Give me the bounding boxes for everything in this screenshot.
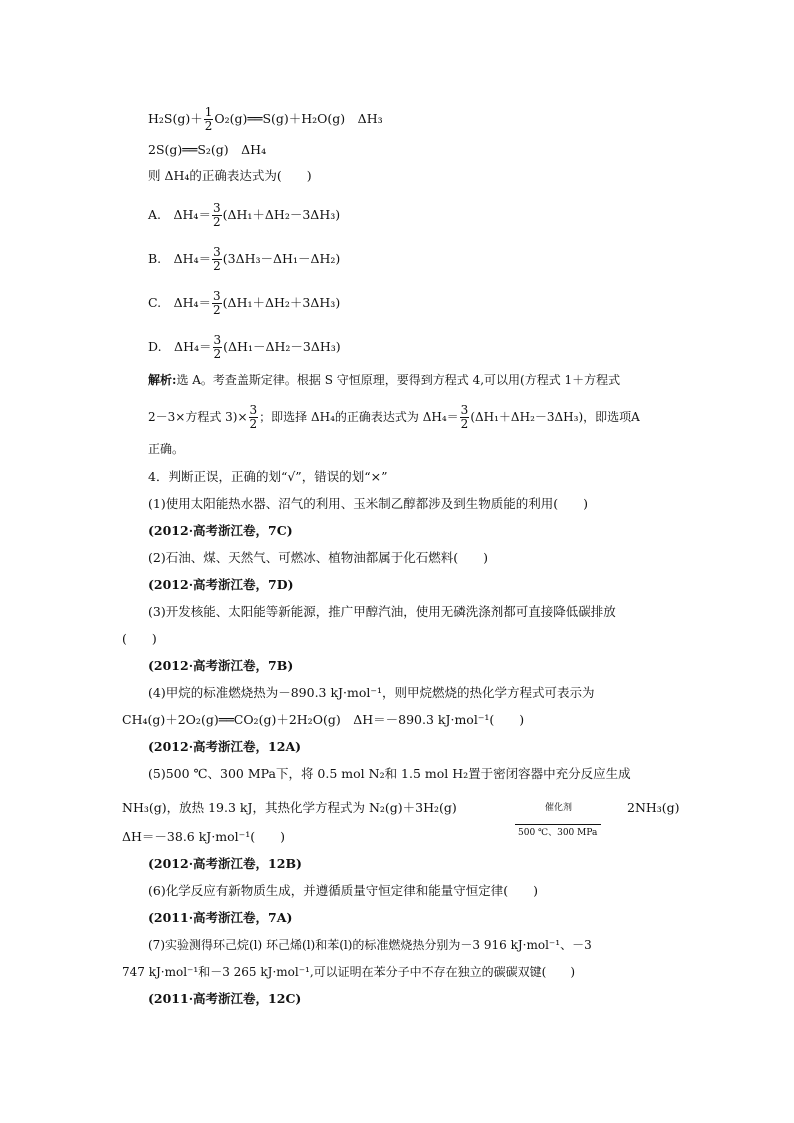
source-5: (2012·高考浙江卷，12B) <box>148 856 302 871</box>
source-1: (2012·高考浙江卷，7C) <box>148 523 293 538</box>
item-3: (3)开发核能、太阳能等新能源，推广甲醇汽油，使用无磷洗涤剂都可直接降低碳排放 <box>148 604 616 619</box>
option-a: A. ΔH₄＝ $\frac{3}{2}$ (ΔH₁＋ΔH₂－3ΔH₃) <box>148 201 341 229</box>
fraction-three-halves: $\frac{3}{2}$ <box>213 333 222 361</box>
option-b: B. ΔH₄＝ $\frac{3}{2}$ (3ΔH₃－ΔH₁－ΔH₂) <box>148 245 341 273</box>
item-5-delta-h: ΔH＝－38.6 kJ·mol⁻¹( ) <box>122 829 286 844</box>
source-3: (2012·高考浙江卷，7B) <box>148 658 294 673</box>
fraction-three-halves: $\frac{3}{2}$ <box>249 403 258 431</box>
analysis-line-3: 正确。 <box>148 442 185 456</box>
analysis-line-2: 2－3×方程式 3)× $\frac{3}{2}$ ；即选择 ΔH₄的正确表达式为 ΔH₄＝ $\frac{3}{2}$ (ΔH₁＋ΔH₂－3ΔH₃)，即选项A <box>148 403 640 431</box>
question-4-title: 4．判断正误，正确的划“√”，错误的划“×” <box>148 469 388 484</box>
option-c: C. ΔH₄＝ $\frac{3}{2}$ (ΔH₁＋ΔH₂＋3ΔH₃) <box>148 289 341 317</box>
fraction-three-halves: $\frac{3}{2}$ <box>213 245 221 273</box>
condition-label: 500 ℃、300 MPa <box>518 828 598 838</box>
analysis-line-1: 解析:选 A。考查盖斯定律。根据 S 守恒原理，要得到方程式 4,可以用(方程式 1＋方程式 <box>148 373 621 387</box>
equation-3 <box>148 106 383 133</box>
item-2: (2)石油、煤、天然气、可燃冰、植物油都属于化石燃料( ) <box>148 550 488 565</box>
equation-3-head: H₂S(g)＋ <box>148 111 203 126</box>
item-4-equation: CH₄(g)＋2O₂(g)══CO₂(g)＋2H₂O(g) ΔH＝－890.3 kJ·mol⁻¹( ) <box>122 712 525 727</box>
item-7: (7)实验测得环己烷(l) 环己烯(l)和苯(l)的标准燃烧热分别为－3 916 kJ·mol⁻¹、－3 <box>148 938 592 952</box>
item-4: (4)甲烷的标准燃烧热为－890.3 kJ·mol⁻¹，则甲烷燃烧的热化学方程式可表示为 <box>148 685 595 700</box>
analysis-label: 解析: <box>148 373 177 387</box>
fraction-half: $\frac{1}{2}$ <box>204 105 213 133</box>
fraction-three-halves: $\frac{3}{2}$ <box>213 289 221 317</box>
fraction-three-halves: $\frac{3}{2}$ <box>212 201 221 229</box>
reaction-arrow-line <box>515 824 601 825</box>
source-6: (2011·高考浙江卷，7A) <box>148 910 293 925</box>
equation-3-tail: O₂(g)══S(g)＋H₂O(g) ΔH₃ <box>214 111 383 126</box>
item-5-product: 2NH₃(g) <box>627 800 680 815</box>
item-5: (5)500 ℃、300 MPa下，将 0.5 mol N₂和 1.5 mol H₂置于密闭容器中充分反应生成 <box>148 766 631 781</box>
item-7-continued: 747 kJ·mol⁻¹和－3 265 kJ·mol⁻¹,可以证明在苯分子中不存在独立的碳碳双键( ) <box>122 965 576 979</box>
equation-4: 2S(g)══S₂(g) ΔH₄ <box>148 142 267 157</box>
item-5-equation: NH₃(g)，放热 19.3 kJ，其热化学方程式为 N₂(g)＋3H₂(g) <box>122 800 457 815</box>
source-2: (2012·高考浙江卷，7D) <box>148 577 294 592</box>
option-d: D. ΔH₄＝ $\frac{3}{2}$ (ΔH₁－ΔH₂－3ΔH₃) <box>148 333 341 361</box>
catalyst-label: 催化剂 <box>545 803 573 813</box>
item-3-continued: ( ) <box>122 631 157 646</box>
fraction-three-halves: $\frac{3}{2}$ <box>460 403 469 431</box>
item-6: (6)化学反应有新物质生成，并遵循质量守恒定律和能量守恒定律( ) <box>148 883 538 898</box>
source-7: (2011·高考浙江卷，12C) <box>148 991 302 1006</box>
question-stem: 则 ΔH₄的正确表达式为( ) <box>148 168 312 183</box>
source-4: (2012·高考浙江卷，12A) <box>148 739 302 754</box>
item-1: (1)使用太阳能热水器、沼气的利用、玉米制乙醇都涉及到生物质能的利用( ) <box>148 496 588 511</box>
